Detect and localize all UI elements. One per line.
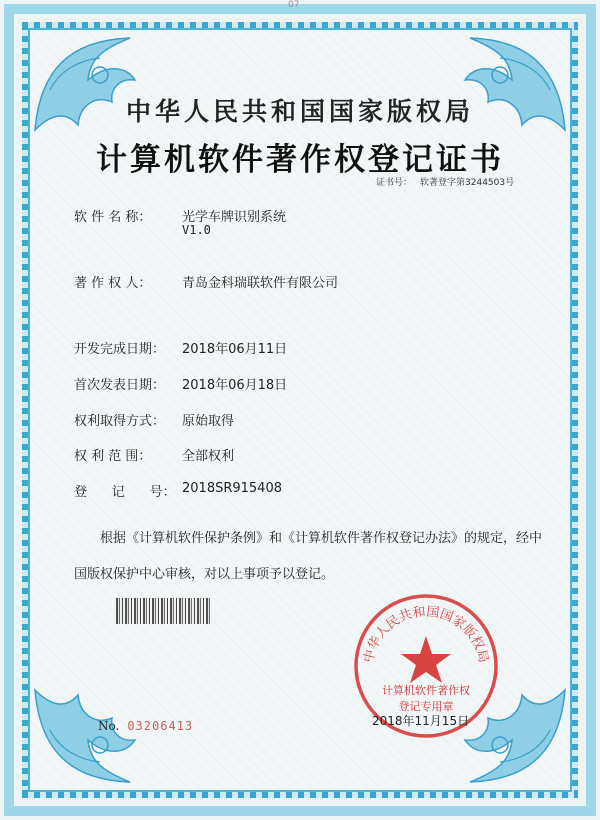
field-copyright-owner <box>74 272 338 291</box>
serial-number <box>98 719 193 733</box>
seal-line-1: 计算机软件著作权 <box>382 684 470 697</box>
barcode-icon <box>116 598 210 624</box>
certificate-number <box>376 175 514 188</box>
software-version: V1.0 <box>182 223 211 237</box>
field-software-name <box>74 206 286 225</box>
certificate-number-label: 证书号： <box>376 178 413 188</box>
field-value: 原始取得 <box>182 414 235 429</box>
certificate-title: 计算机软件著作权登记证书 <box>96 142 504 178</box>
field-value: 全部权利 <box>182 449 235 464</box>
field-registration-number <box>74 481 282 500</box>
corner-ornament <box>30 680 180 790</box>
field-value: 2018年06月11日 <box>182 342 288 357</box>
field-label: 权 利 范 围： <box>74 449 152 464</box>
field-completion-date <box>74 338 287 357</box>
serial-value: 03206413 <box>127 719 194 733</box>
field-value: 2018年06月18日 <box>182 378 288 393</box>
star-icon <box>401 636 451 683</box>
serial-label: No. <box>98 719 120 733</box>
field-first-publication-date <box>74 374 287 393</box>
field-label: 软 件 名 称： <box>74 210 152 225</box>
certificate-number-value: 软著登字第3244503号 <box>420 178 515 188</box>
issue-date: 2018年11月15日 <box>372 714 470 728</box>
field-label: 首次发表日期： <box>74 378 166 393</box>
field-acquisition-method <box>74 410 234 429</box>
top-mark: 07 <box>288 0 300 10</box>
field-value: 2018SR915408 <box>182 481 282 496</box>
field-label: 著 作 权 人： <box>74 276 152 291</box>
field-label: 开发完成日期： <box>74 342 166 357</box>
issuer-name: 中华人民共和国国家版权局 <box>125 97 474 126</box>
field-value: 光学车牌识别系统 <box>182 210 287 225</box>
field-value: 青岛金科瑞联软件有限公司 <box>182 276 339 291</box>
field-label: 登 记 号： <box>74 485 176 500</box>
field-rights-scope <box>74 445 234 464</box>
field-label: 权利取得方式： <box>74 414 166 429</box>
seal-ring-text: 中华人民共和国国家版权局 <box>361 604 491 665</box>
certification-statement: 根据《计算机软件保护条例》和《计算机软件著作权登记办法》的规定，经中国版权保护中心审核，对以上事项予以登记。 <box>74 531 543 582</box>
seal-line-2: 登记专用章 <box>398 700 454 713</box>
